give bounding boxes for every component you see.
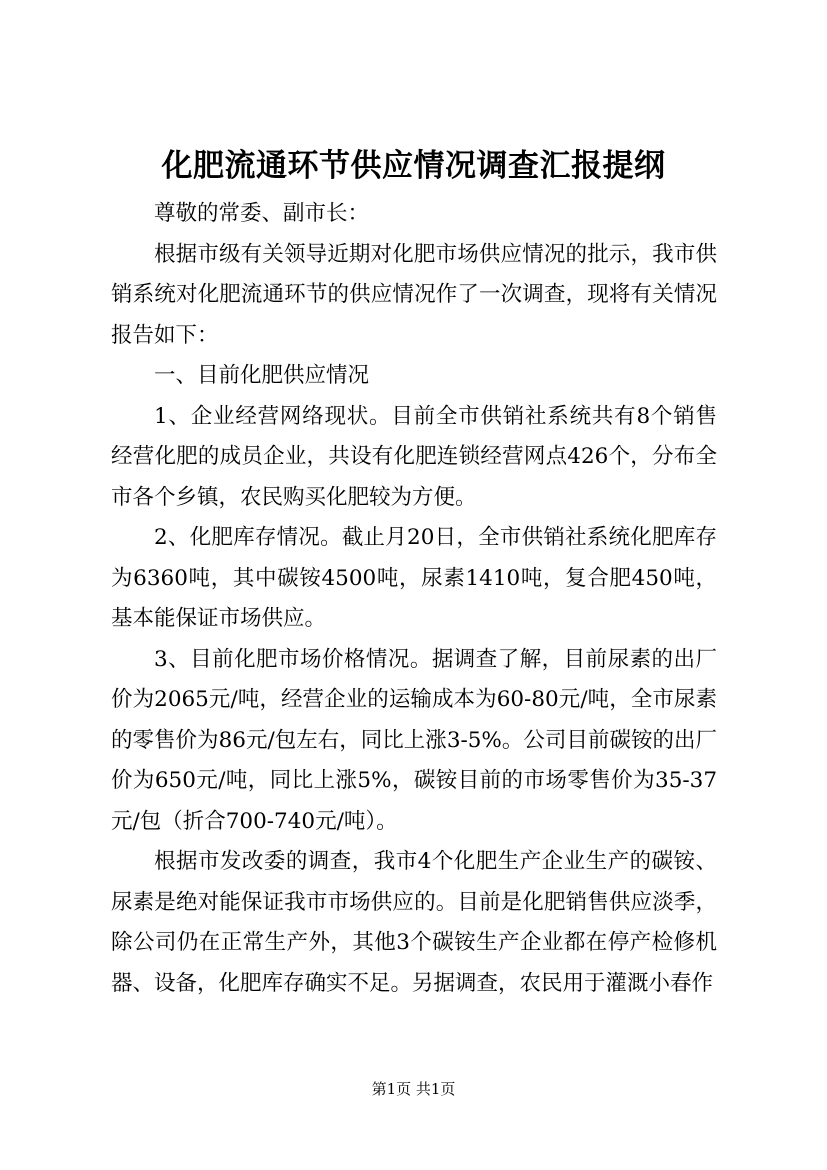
paragraph-inventory: 2、化肥库存情况。截止月20日，全市供销社系统化肥库存为6360吨，其中碳铵4500吨，尿素1410吨，复合肥450吨，基本能保证市场供应。 — [111, 525, 717, 631]
document-body — [111, 194, 717, 1004]
paragraph-survey: 根据市发改委的调查，我市4个化肥生产企业生产的碳铵、尿素是绝对能保证我市市场供应的。目前是化肥销售供应淡季，除公司仍在正常生产外，其他3个碳铵生产企业都在停产检修机器、设备，化肥库存确实不足。另据调查，农民用于灌溉小春作 — [111, 849, 717, 996]
paragraph-intro: 根据市级有关领导近期对化肥市场供应情况的批示，我市供销系统对化肥流通环节的供应情况作了一次调查，现将有关情况报告如下： — [111, 241, 717, 348]
paragraph-price: 3、目前化肥市场价格情况。据调查了解，目前尿素的出厂价为2065元/吨，经营企业的运输成本为60-80元/吨，全市尿素的零售价为86元/包左右，同比上涨3-5%。公司目前碳铵的出厂价为650元/吨，同比上涨5%，碳铵目前的市场零售价为35-37元/包（折合700-740元/吨）。 — [111, 646, 717, 834]
document-title: 化肥流通环节供应情况调查汇报提纲 — [161, 148, 666, 184]
page-footer: 第1页 共1页 — [371, 1080, 456, 1098]
salutation: 尊敬的常委、副市长： — [154, 201, 370, 226]
section-heading: 一、目前化肥供应情况 — [154, 363, 370, 388]
paragraph-network: 1、企业经营网络现状。目前全市供销社系统共有8个销售经营化肥的成员企业，共设有化肥连锁经营网点426个，分布全市各个乡镇，农民购买化肥较为方便。 — [111, 403, 717, 510]
